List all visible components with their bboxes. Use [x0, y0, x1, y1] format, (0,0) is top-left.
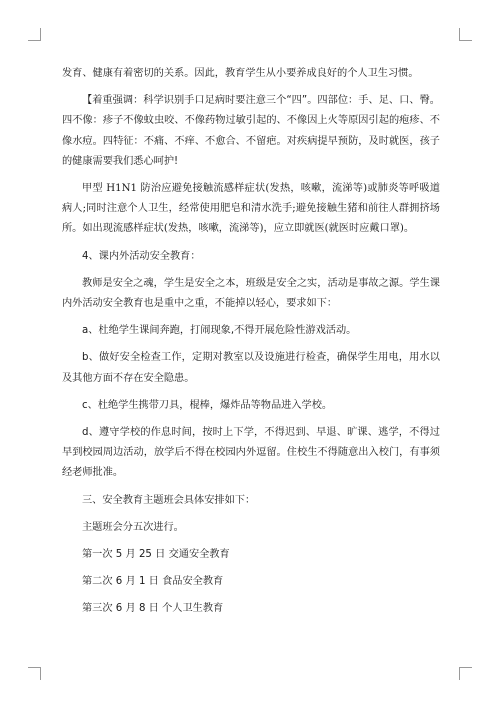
- section-heading-class-meetings: 三、安全教育主题班会具体安排如下：: [82, 494, 256, 506]
- paragraph-meeting-count: 主题班会分五次进行。: [82, 521, 184, 533]
- schedule-item-1: 第一次 5 月 25 日 交通安全教育: [82, 549, 230, 561]
- crop-mark-bottom-left: [28, 667, 41, 680]
- list-item-c: c、杜绝学生携带刀具，棍棒，爆炸品等物品进入学校。: [82, 399, 333, 411]
- list-item-b: b、做好安全检查工作，定期对教室以及设施进行检查，确保学生用电，用水以及其他方面不存在安全隐患。: [62, 352, 440, 384]
- paragraph-h1n1-prevention: 甲型 H1N1 防治应避免接触流感样症状(发热，咳嗽，流涕等)或肺炎等呼吸道病人;同时注意个人卫生，经常使用肥皂和清水洗手;避免接触生猪和前往人群拥挤场所。如出现流感样症状(发热，咳嗽，流涕等)，应立即就医(就医时应戴口罩)。: [62, 183, 440, 235]
- schedule-item-3: 第三次 6 月 8 日 个人卫生教育: [82, 603, 224, 615]
- crop-mark-top-right: [459, 28, 472, 41]
- document-body: [62, 64, 440, 627]
- schedule-item-2: 第二次 6 月 1 日 食品安全教育: [82, 576, 224, 588]
- paragraph-hfmd-emphasis: 【着重强调：科学识别手口足病时要注意三个“四”。四部位：手、足、口、臀。四不像：疹子不像蚊虫咬、不像药物过敏引起的、不像因上火等原因引起的疱疹、不像水痘。四特征：不痛、不痒、不愈合、不留疤。对疾病提早预防，及时就医，孩子的健康需要我们悉心呵护!: [62, 95, 440, 167]
- list-item-a: a、杜绝学生课间奔跑，打闹现象,不得开展危险性游戏活动。: [82, 325, 357, 337]
- section-heading-activity-safety: 4、课内外活动安全教育：: [82, 250, 201, 262]
- crop-mark-bottom-right: [459, 667, 472, 680]
- paragraph-hygiene-habits: 发育、健康有着密切的关系。因此，教育学生从小要养成良好的个人卫生习惯。: [62, 68, 419, 79]
- list-item-d: d、遵守学校的作息时间，按时上下学，不得迟到、早退、旷课、逃学，不得过早到校园周边活动，放学后不得在校园内外逗留。住校生不得随意出入校门，有事须经老师批准。: [62, 427, 440, 479]
- paragraph-activity-safety-intro: 教师是安全之魂，学生是安全之本，班级是安全之实，活动是事故之源。学生课内外活动安全教育也是重中之重，不能掉以轻心，要求如下：: [62, 277, 440, 310]
- crop-mark-top-left: [28, 28, 41, 41]
